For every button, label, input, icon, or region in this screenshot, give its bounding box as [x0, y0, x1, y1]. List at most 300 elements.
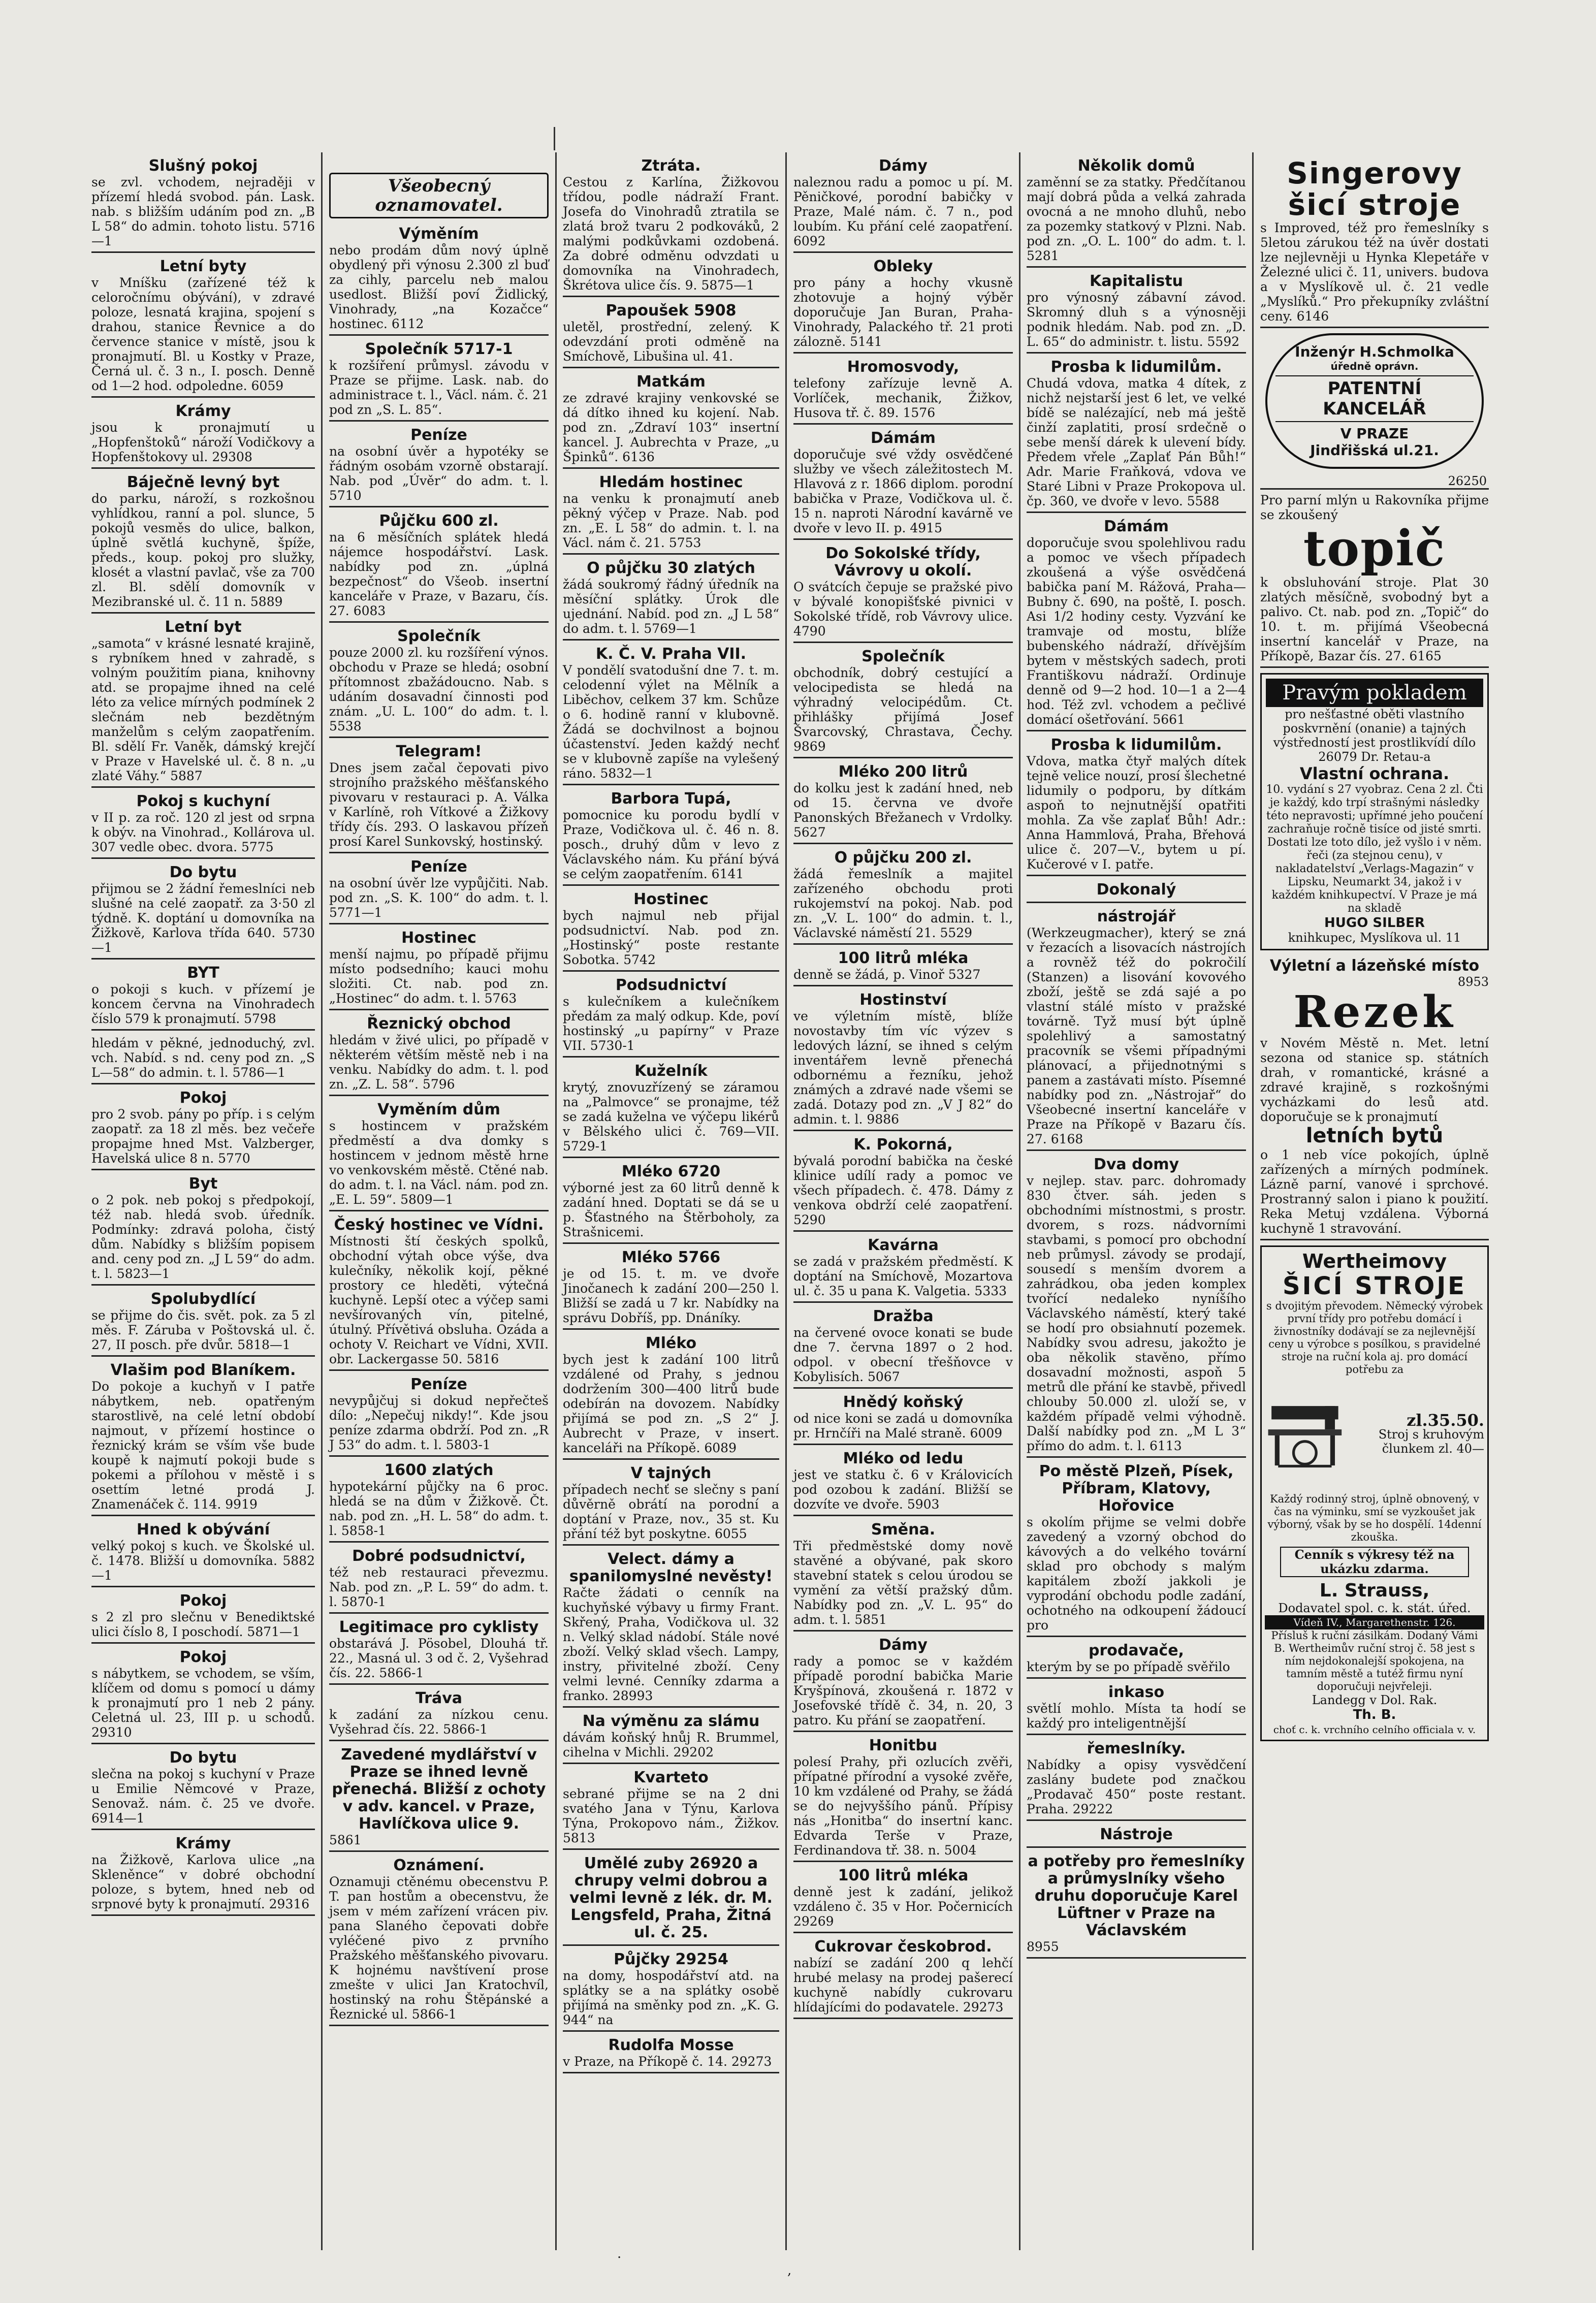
- classified-ad: [91, 1649, 315, 1744]
- ad-text: o pokoji s kuch. v přízemí je koncem června na Vinohradech číslo 579 k pronajmutí. 5798: [91, 982, 315, 1026]
- ad-title: Letní byt: [165, 618, 242, 636]
- ad-title: Hromosvody,: [847, 358, 960, 376]
- ad-text: pro výnosný zábavní závod. Skromný dluh s a výnosněji podnik hledám. Nab. pod zn. „D. L. 65“ do administr. t. listu. 5592: [1027, 290, 1246, 349]
- classified-ad: [793, 849, 1013, 945]
- ad-text: jsou k pronajmutí u „Hopfenštoků“ nároží Vodičkovy a Hopfenštokovy ul. 29308: [91, 420, 315, 464]
- classified-ad: [563, 1951, 779, 2032]
- ad-title: Krámy: [175, 1835, 231, 1852]
- wertheim-title2: ŠICÍ STROJE: [1283, 1272, 1466, 1300]
- wertheim-title1: Wertheimovy: [1302, 1250, 1447, 1272]
- classified-ad: [563, 302, 779, 368]
- ad-title: Dámy: [879, 157, 928, 175]
- ad-title: 1600 zlatých: [384, 1461, 494, 1479]
- singer-text: s Improved, též pro řemeslníky s 5letou zárukou též na úvěr dostati lze nejlevněji u Hynka Klepetáře v Železné ulici č. 11, univers. budova a v Myslíkově ul. č. 21 vedle „Myslíků.“ Pro překupníky zvláštní ceny. 6146: [1260, 220, 1489, 324]
- classified-ad: [91, 1090, 315, 1170]
- ad-text: rady a pomoc se v každém případě porodní babička Marie Kryšpínová, zkoušená r. 1872 v Josefovské třídě č. 34, n. 20, 3 patro. Ku přání se zaopatření.: [793, 1654, 1013, 1728]
- classified-ad: [91, 1835, 315, 1916]
- classified-ad: [1027, 1156, 1246, 1458]
- ad-text: polesí Prahy, při ozlucích zvěři, přípatné přírodní a vysoké zvěře, 10 km vzdálené od Prahy, se žádá se do nejvyššího pánů. Přípisy nás „Honitba“ do insertní kanc. Edvarda Terše v Praze, Ferdinandova tř. 38. n. 5004: [793, 1754, 1013, 1858]
- ad-title: Mléko 200 litrů: [838, 763, 968, 781]
- ad-title: řemeslníky.: [1087, 1740, 1186, 1757]
- classified-ad: [329, 1548, 549, 1614]
- ad-title: Prosba k lidumilům.: [1050, 736, 1222, 754]
- ad-text: případech nechť se slečny s paní důvěrně obrátí na porodní a doptání v Praze, nov., 35 st. Ku přání též byt poskytne. 6055: [563, 1482, 779, 1541]
- ad-title: Mléko 5766: [621, 1249, 721, 1266]
- ad-title: O půjčku 200 zl.: [834, 849, 972, 867]
- ad-text: s kulečníkem a kulečníkem předám za malý odkup. Kde, poví hostinský „u papírny“ v Praze VII. 5730-1: [563, 994, 779, 1053]
- classified-ad: [563, 1465, 779, 1546]
- ad-title: Byt: [188, 1175, 218, 1193]
- classified-ad: [1027, 1642, 1246, 1679]
- rezek-sub: letních bytů: [1305, 1124, 1444, 1147]
- wertheim-firm: L. Strauss,: [1319, 1580, 1430, 1601]
- ad-title: V tajných: [630, 1464, 712, 1482]
- ad-title: Rudolfa Mosse: [608, 2036, 734, 2054]
- ad-text: od nice koni se zadá u domovníka pr. Hrnčíři na Malé straně. 6009: [793, 1411, 1013, 1441]
- ad-title: Do bytu: [169, 863, 237, 881]
- ad-title: Hnědý koňský: [843, 1393, 964, 1411]
- ad-title: Dámám: [871, 429, 936, 447]
- ad-text: obstarává J. Pösobel, Dlouhá tř. 22., Masná ul. 3 od č. 2, Vyšehrad čís. 22. 5866-1: [329, 1636, 549, 1680]
- ad-title: Peníze: [410, 858, 467, 876]
- ad-text: naleznou radu a pomoc u pí. M. Pěničkové, porodní babičky v Praze, Malé nám. č. 7 n., pod loubím. Ku přání celé zaopatření. 6092: [793, 175, 1013, 248]
- classified-ad: [329, 743, 549, 853]
- ad-text: slečna na pokoj s kuchyní v Praze u Emilie Němcové v Praze, Senovaž. nám. č. 25 ve dvoře. 6914—1: [91, 1767, 315, 1826]
- classified-ad: [793, 950, 1013, 986]
- ad-text: jest ve statku č. 6 v Královicích pod ozobou k zadání. Bližší se dozvíte ve dvoře. 5903: [793, 1467, 1013, 1512]
- ad-title: Krámy: [175, 402, 231, 420]
- classified-ad: [563, 2037, 779, 2073]
- ad-text: Račte žádati o cenník na kuchyňské výbavy u firmy Frant. Skřený, Praha, Vodičkova ul. 32 n. Velký sklad nádobí. Stále nové zboží. Velký sklad všech. Lampy, instry, přivitelné zboží. Ceny velmi levné. Cenníky zdarma a franko. 28993: [563, 1585, 779, 1703]
- treasure-text: pro nešťastné oběti vlastního poskvrnění (onanie) a tajných výstředností jest prostlikvídí dílo 26079 Dr. Retau-a: [1273, 707, 1476, 764]
- classified-ad: [91, 1175, 315, 1286]
- ad-text: Cestou z Karlína, Žižkovou třídou, podle nádraží Frant. Josefa do Vinohradů ztratila se zlatá brož tvaru 2 podkováků, 2 malými podkůvkami ozdobená. Za dobré odměnu odvzdati u domovníka na Vinohradech, Škrétova ulice čís. 9. 5875—1: [563, 175, 779, 293]
- classified-ad: [329, 1217, 549, 1371]
- ad-title: 100 litrů mléka: [838, 1867, 969, 1884]
- classified-ad: [91, 258, 315, 398]
- ad-title: Papoušek 5908: [605, 302, 737, 319]
- ad-text: s hostincem v pražském předměstí a dva domky s hostincem v jednom městě hrne vo venkovském městě. Ctěné nab. do adm. t. l. na Václ. nám. pod zn. „E. L. 59“. 5809—1: [329, 1118, 549, 1207]
- wertheim-price: zl.35.50.: [1407, 1411, 1484, 1430]
- classified-ad: [563, 977, 779, 1058]
- ad-title: Slušný pokoj: [148, 157, 258, 175]
- ad-title: Umělé zuby 26920 a chrupy velmi dobrou a velmi levně z lék. dr. M. Lengsfeld, Praha, Žitná ul. č. 25.: [569, 1854, 773, 1941]
- ad-title: Řeznický obchod: [367, 1015, 511, 1033]
- classified-ad: [563, 646, 779, 785]
- stray-mark: ·: [617, 2250, 622, 2265]
- ad-text: pro pány a hochy vkusně zhotovuje a hojný výběr doporučuje Jan Buran, Praha-Vinohrady, Palackého tř. 21 proti zálozně. 5141: [793, 275, 1013, 349]
- classified-ad: [563, 560, 779, 641]
- ad-text: velký pokoj s kuch. ve Školské ul. č. 1478. Bližší u domovníka. 5882—1: [91, 1539, 315, 1583]
- ad-text: na domy, hospodářství atd. na splátky se a na splátky osobě přijímá na směnky pod zn. „K. G. 944“ na: [563, 1968, 779, 2027]
- ad-title: Obleky: [873, 258, 933, 275]
- classified-ad: [563, 474, 779, 555]
- treasure-dealer2: knihkupec, Myslíkova ul. 11: [1288, 931, 1461, 945]
- classified-ad: [793, 1237, 1013, 1303]
- ad-text: Nabídky a opisy vysvědčení zaslány budete pod značkou „Prodavač 450“ poste restant. Praha. 29222: [1027, 1757, 1246, 1816]
- ad-title: Letní byty: [159, 258, 247, 275]
- ad-title: Barbora Tupá,: [611, 790, 731, 808]
- classified-ad: [563, 1855, 779, 1946]
- ad-title: Pokoj: [179, 1648, 227, 1666]
- ad-text: na venku k pronajmutí aneb pěkný výčep v Praze. Nab. pod zn. „E. L 58“ do admin. t. l. na Václ. nám č. 21. 5753: [563, 491, 779, 550]
- ad-text: hypotekární půjčky na 6 proc. hledá se na dům v Žižkově. Čt. nab. pod zn. „H. L. 58“ do adm. t. l. 5858-1: [329, 1479, 549, 1538]
- classified-ad: [1027, 157, 1246, 268]
- ad-text: ze zdravé krajiny venkovské se dá dítko ihned ku kojení. Nab. pod zn. „Zdraví 103“ insertní kancel. J. Aubrechta v Praze, „u Špinků“. 6136: [563, 391, 779, 464]
- classified-ad: [91, 403, 315, 469]
- classified-ad: [91, 793, 315, 859]
- rezek-ad: [1260, 957, 1489, 1240]
- classified-ad: [329, 1857, 549, 2026]
- classified-ad: [1027, 1463, 1246, 1637]
- ad-text: se zvl. vchodem, nejraději v přízemí hledá svobod. pán. Lask. nab. s bližším udáním pod zn. „B L 58“ do admin. tohoto listu. 5716—1: [91, 175, 315, 248]
- ad-text: uletěl, prostřední, zelený. K odevzdání proti odměně na Smíchově, Libušina ul. 41.: [563, 319, 779, 364]
- top-tick: [554, 127, 555, 150]
- classified-ad: [329, 1746, 549, 1852]
- stray-mark: ,: [787, 2263, 792, 2278]
- classified-ad: [91, 965, 315, 1031]
- rezek-word: Rezek: [1293, 986, 1456, 1038]
- ad-title: Vyměním dům: [377, 1101, 500, 1118]
- ad-title: Zavedené mydlářství v Praze se ihned levně přenechá. Bližší z ochoty v adv. kancel. v Praze, Havlíčkova ulice 9.: [332, 1746, 546, 1833]
- singer-ad: [1260, 157, 1489, 328]
- classified-ad: [563, 1769, 779, 1850]
- classified-ad: [563, 373, 779, 469]
- classified-ad: [563, 1063, 779, 1158]
- ad-title: Hledám hostinec: [599, 473, 743, 491]
- ad-text: v Mníšku (zařízené též k celoročnímu obývání), v zdravé poloze, lesnatá krajina, spojení s drahou, stanice Řevnice a do července stanice v místě, jsou k pronajmutí. Bl. u Kostky v Praze, Černá ul. č. 3 n., I. posch. Denně od 1—2 hod. odpoledne. 6059: [91, 275, 315, 393]
- wertheim-text2: Přísluš k ruční zásilkám. Dodaný Vámi B. Wertheimův ruční stroj č. 58 jest s ním nejdokonalejší spokojena, na tamním městě a tutéž firmu nyní doporučuji nejvřeleji.: [1271, 1629, 1478, 1692]
- ad-title: Hostinec: [633, 890, 709, 908]
- classified-ad: [91, 1592, 315, 1644]
- ad-text: se přijme do čis. svět. pok. za 5 zl měs. F. Záruba v Poštovská ul. č. 27, II posch. pře dvůr. 5818—1: [91, 1308, 315, 1352]
- classified-ad: [793, 1867, 1013, 1933]
- ad-text: přijmou se 2 žádní řemeslníci neb slušné na celé zaopatř. za 3·50 zl týdně. K. doptání u domovníka na Žižkově, Karlova třída 640. 5730—1: [91, 881, 315, 955]
- wertheim-sign3: choť c. k. vrchního celního officiala v. v.: [1273, 1723, 1476, 1736]
- topic-text: k obsluhování stroje. Plat 30 zlatých měsíčně, svobodný byt a palivo. Ct. nab. pod zn. „Topič“ do 10. t. m. přijímá Všeobecná insertní kancelář v Praze, na Příkopě, Bazar čís. 27. 6165: [1260, 575, 1489, 663]
- classified-ad: [329, 226, 549, 336]
- topic-ad: [1260, 488, 1489, 668]
- classified-ad: [91, 1749, 315, 1830]
- sewing-machine-illustration: [1265, 1381, 1345, 1488]
- stamp-line2: úředně oprávn.: [1330, 360, 1419, 372]
- ad-title: Peníze: [410, 1376, 467, 1393]
- ad-text: do parku, nároží, s rozkošnou vyhlídkou, ranní a pol. slunce, 5 pokojů vesměs do ulice, balkon, úplně světlá kuchyně, špíže, předs., koup. pokoj pro služky, klosét a vlastní pavlač, vše za 700 zl. Bl. sdělí domovník v Mezibranské ul. č. 11 n. 5889: [91, 491, 315, 609]
- ad-text: o 2 pok. neb pokoj s předpokojí, též nab. hledá svob. úředník. Podmínky: zdravá poloha, čistý dům. Nabídky s bližším popisem and. ceny pod zn. „J L 59“ do adm. t. l. 5823—1: [91, 1193, 315, 1281]
- ad-title: Společník 5717-1: [365, 340, 513, 358]
- classified-ad: [1027, 1740, 1246, 1821]
- ad-text: na osobní úvěr a hypotéky se řádným osobám vzorně obstarají. Nab. pod „Úvěr“ do adm. t. l. 5710: [329, 444, 549, 503]
- ad-title: Po městě Plzeň, Písek, Příbram, Klatovy, Hořovice: [1039, 1462, 1234, 1515]
- classified-ad: [1027, 737, 1246, 876]
- classified-ad: [563, 891, 779, 972]
- classified-ad: [563, 157, 779, 297]
- classified-ad: [1027, 908, 1246, 1151]
- classified-ad: [329, 1015, 549, 1096]
- classified-ad: [91, 1521, 315, 1587]
- column-rule: [1252, 152, 1254, 2250]
- ad-title: Do bytu: [169, 1749, 237, 1767]
- column-5: [1022, 157, 1251, 2250]
- ad-title: prodavače,: [1089, 1642, 1184, 1659]
- ad-text: (Werkzeugmacher), který se zná v řezacích a lisovacích nástrojích a rovněž též do pokročilí (Stanzen) a lisování kovového zboží, ještě se zdá sajé a po vlastní stálé místo v pražské továrně. Tyž musí být úplně spolehlivý a samostatný pracovník se všemi případnými plánovací, a přijednotnými s panem a zastávati místo. Písemné nabídky pod zn. „Nástrojař“ do Všeobecné insertní kanceláře v Praze na Příkopě v Bazaru čís. 27. 6168: [1027, 925, 1246, 1146]
- classified-ad: [563, 1713, 779, 1764]
- classified-ad: [793, 1136, 1013, 1232]
- ad-text: nevypůjčuj si dokud nepřečteš dílo: „Nepečuj nikdy!“. Kde jsou peníze zdarma obdrží. Pod zn. „R J 53“ do adm. t. l. 5803-1: [329, 1393, 549, 1452]
- ad-text: 5861: [329, 1833, 362, 1847]
- column-rule: [321, 152, 323, 2250]
- classified-ad: [91, 474, 315, 614]
- ad-title: Nástroje: [1100, 1826, 1173, 1843]
- classified-ad: [793, 545, 1013, 643]
- wertheim-text: s dvojitým převodem. Německý výrobek první třídy pro potřebu domácí i živnostníky dodávají se za nejlevnější ceny u výrobce s posílkou, s pravidelné stroje na ruční kola aj. pro domácí potřebu za: [1266, 1300, 1483, 1376]
- column-rule: [555, 152, 557, 2250]
- ad-title: Vlašim pod Blaníkem.: [110, 1361, 296, 1379]
- ad-title: Český hostinec ve Vídni.: [334, 1216, 544, 1234]
- ad-text: nebo prodám dům nový úplně obydlený při výnosu 2.300 zl buď za cihly, parcelu neb malou usedlost. Bližší poví Židlický, Vinohrady, „na Kozačce“ hostinec. 6112: [329, 243, 549, 331]
- classified-ad: [793, 258, 1013, 354]
- ad-title: Na výměnu za slámu: [582, 1712, 760, 1730]
- classified-ad: [793, 1521, 1013, 1632]
- classified-ad: [1027, 881, 1246, 903]
- wertheim-ad: [1260, 1245, 1489, 1741]
- ad-title: Hned k obývání: [136, 1521, 270, 1539]
- ad-title: Mléko 6720: [621, 1163, 721, 1180]
- classified-ad: [563, 1335, 779, 1460]
- ad-text: V pondělí svatodušní dne 7. t. m. celodenní výlet na Mělník a Liběchov, celkem 37 km. Schůze o 6. hodině ranní v klubovně. Žádá se dochvilnost a bojnou účastenství. Jeden každý nechť se v klubovně zapíše na vylešený ráno. 5832—1: [563, 663, 779, 781]
- ad-title: Podsudnictví: [615, 976, 727, 994]
- ad-title: Pokoj s kuchyní: [136, 792, 270, 810]
- ad-text: ve výletním místě, blíže novostavby tím víc výzev s ledových lázní, se ihned s celým inventářem levně přenechá odbornému a řezníku, jehož známých a zdravé nade všemi se zadá. Dotazy pod zn. „V J 82“ do admin. t. l. 9886: [793, 1009, 1013, 1127]
- classified-ad: [91, 864, 315, 959]
- ad-text: na 6 měsíčních splátek hledá nájemce hospodářství. Lask. nabídky pod zn. „úplná bezpečnost“ do Všeob. insertní kanceláře v Praze, v Bazaru, čís. 27. 6083: [329, 530, 549, 618]
- classified-ad: [793, 1737, 1013, 1862]
- ad-text: O svátcích čepuje se pražské pivo v bývalé konopišťské pivnici v Sokolské třídě, rob Vávrovy ulice. 4790: [793, 580, 1013, 638]
- rezek-pre: Výletní a lázeňské místo: [1269, 957, 1480, 975]
- ad-text: k rozšíření průmysl. závodu v Praze se přijme. Lask. nab. do administrace t. l., Václ. nám. č. 21 pod zn „S. L. 85“.: [329, 358, 549, 417]
- ad-text: Tři předměstské domy nově stavěné a obývané, pak skoro stavební statek s celou úrodou se vymění za větší pražský dům. Nabídky pod zn. „V. L. 95“ do adm. t. l. 5851: [793, 1539, 1013, 1627]
- ad-title: Hostinec: [401, 929, 476, 947]
- ad-title: Legitimace pro cyklisty: [339, 1618, 539, 1636]
- treasure-title: Pravým pokladem: [1266, 679, 1483, 707]
- rezek-text: v Novém Městě n. Met. letní sezona od stanice sp. státních drah, v romantické, krásné a zdravé krajině, s rozkošnými vycházkami do lesů atd. doporučuje se k pronajmutí: [1260, 1036, 1489, 1124]
- ad-title: Peníze: [410, 426, 467, 444]
- wertheim-cennik: Cenník s výkresy též na ukázku zdarma.: [1280, 1547, 1469, 1577]
- patent-office-stamp: [1265, 333, 1484, 469]
- ad-title: Mléko: [645, 1334, 697, 1352]
- treasure-ad: [1260, 673, 1489, 950]
- ad-title: Kuželník: [634, 1062, 708, 1080]
- stamp-line5: Jindřišská ul.21.: [1310, 442, 1439, 459]
- treasure-dealer: HUGO SILBER: [1324, 915, 1425, 931]
- ad-title: Prosba k lidumilům.: [1050, 358, 1222, 376]
- ad-title: Spolubydlící: [150, 1290, 256, 1308]
- ad-title: a potřeby pro řemeslníky a průmyslníky všeho druhu doporučuje Karel Lüftner v Praze na Václavském: [1028, 1852, 1245, 1939]
- wertheim-sub: Každý rodinný stroj, úplně obnovený, v čas na výminku, smí se vyzkoušet jak výborný, však by se ho dospělí. 14denní zkouška.: [1267, 1493, 1482, 1543]
- ad-title: Oznámení.: [393, 1857, 485, 1874]
- classified-ad: [793, 991, 1013, 1131]
- ad-title: Hostinství: [859, 991, 947, 1009]
- classified-ad: [329, 513, 549, 623]
- ad-text: v Praze, na Příkopě č. 14. 29273: [563, 2054, 772, 2069]
- ad-title: Telegram!: [396, 743, 482, 760]
- classified-ad: [329, 1619, 549, 1685]
- ad-text: s 2 zl pro slečnu v Benediktské ulici číslo 8, I poschodí. 5871—1: [91, 1610, 315, 1639]
- classified-ad: [793, 1938, 1013, 2019]
- ad-text: doporučuje svou spolehlivou radu a pomoc ve všech případech zkoušená a výše osvědčená babička paní M. Rážová, Praha—Bubny č. 690, na poště, I. posch. Asi 1/2 hodiny cesty. Vyzvání ke tramvaje od mostu, blíže bubenského nádraží, dřívějším bytem v městských sadech, proti Františkovu nádraží. Ordinuje denně od 9—2 hod. 10—1 a 2—4 hod. Též zvl. vchodem a pečlivé domácí ošetřování. 5661: [1027, 535, 1246, 727]
- classified-ad: [793, 1308, 1013, 1389]
- singer-subtitle: šicí stroje: [1288, 187, 1461, 222]
- ad-text: světlí mohlo. Místa ta hodí se každý pro inteligentnější: [1027, 1701, 1246, 1731]
- masthead-line2: oznamovatel.: [375, 195, 503, 215]
- column-rule: [785, 152, 787, 2250]
- classified-ad: [793, 430, 1013, 540]
- ad-text: Chudá vdova, matka 4 dítek, z nichž nejstarší jest 6 let, ve velké bídě se nalézající, neb má ještě činží zaplatiti, prosí srdečně o sebe menší dárek k ulevení bídy. Předem vřele „Zaplať Pán Bůh!“ Adr. Marie Fraňková, vdova ve Staré Libni v Praze Prokopova ul. čp. 360, ve dvoře v levo. 5588: [1027, 376, 1246, 508]
- classified-ad: [1027, 359, 1246, 513]
- column-rule: [1019, 152, 1020, 2250]
- classified-ad: [1027, 1684, 1246, 1735]
- ad-title: inkaso: [1108, 1683, 1165, 1701]
- classified-ad: [563, 790, 779, 886]
- ad-text: denně se žádá, p. Vinoř 5327: [793, 967, 981, 982]
- ad-title: Tráva: [415, 1689, 462, 1707]
- ad-text: v II p. za roč. 120 zl jest od srpna k obýv. na Vinohrad., Kollárova ul. 307 vedle obec. dvora. 5775: [91, 810, 315, 854]
- ad-text: pomocnice ku porodu bydlí v Praze, Vodičkova ul. č. 46 n. 8. posch., druhý dům v levo z Václavského nám. Ku přání bývá se celým zaopatřením. 6141: [563, 808, 779, 881]
- ad-text: Do pokoje a kuchyň v I patře nábytkem, neb. opatřeným starostlivě, na celé letní období najmout, v přízemí hostince o řeznický krám se vším vše bude koupě k najmutí pokoji bude s pokemi a přílohou v městě i s osettím letné prodá J. Znamenáček č. 114. 9919: [91, 1379, 315, 1512]
- ad-text: žádá soukromý řádný úředník na měsíční splátky. Úrok dle ujednání. Nabíd. pod zn. „J L 58“ do adm. t. l. 5769—1: [563, 577, 779, 636]
- classified-ad: [91, 157, 315, 253]
- ad-text: krytý, znovuzřízený se záramou na „Palmovce“ se pronajme, též se zadá kuželna ve výčepu likérů v Bělského ulici č. 769—VII. 5729-1: [563, 1080, 779, 1154]
- ad-title: Půjčky 29254: [614, 1950, 728, 1968]
- classified-ad: [91, 1036, 315, 1084]
- classified-ad: [793, 157, 1013, 253]
- column-4: [788, 157, 1018, 2250]
- ad-title: K. Č. V. Praha VII.: [595, 645, 747, 663]
- ad-title: nástrojář: [1097, 908, 1176, 925]
- ad-title: Půjčku 600 zl.: [379, 512, 499, 530]
- ad-text: bývalá porodní babička na české klinice udílí rady a pomoc ve všech případech. č. 478. Dámy z venkova obdrží celé zaopatření. 5290: [793, 1154, 1013, 1227]
- wertheim-sign2: Th. B.: [1353, 1707, 1396, 1722]
- ad-text: telefony zařízuje levně A. Vorlíček, mechanik, Žižkov, Husova tř. č. 89. 1576: [793, 376, 1013, 420]
- ad-text: na osobní úvěr lze vypůjčiti. Nab. pod zn. „S. K. 100“ do adm. t. l. 5771—1: [329, 876, 549, 920]
- ad-title: Matkám: [636, 373, 706, 391]
- ad-title: Dva domy: [1093, 1156, 1179, 1173]
- classified-ad: [1027, 1826, 1246, 1848]
- classified-ad: [329, 1462, 549, 1543]
- ad-text: kterým by se po případě svěřilo: [1027, 1659, 1230, 1674]
- ad-title: 100 litrů mléka: [838, 949, 969, 967]
- classified-ad: [563, 1551, 779, 1708]
- ad-text: 8955: [1027, 1939, 1059, 1954]
- column-3: [558, 157, 784, 2250]
- rezek-num: 8953: [1457, 975, 1489, 989]
- ad-title: Směna.: [871, 1521, 936, 1539]
- classified-ad: [329, 1376, 549, 1457]
- singer-title: Singerovy: [1287, 157, 1462, 190]
- ad-text: zaměnní se za statky. Předčítanou mají dobrá půda a velká zahrada ovocná a ne mnoho dluhů, nebo za pozemky statkový v Plzni. Nab. pod zn. „O. L. 100“ do adm. t. l. 5281: [1027, 175, 1246, 263]
- classified-ad: [329, 858, 549, 924]
- wertheim-address: Vídeň IV., Margarethenstr. 126.: [1265, 1615, 1484, 1629]
- ad-text: na Žižkově, Karlova ulice „na Skleněnce“ v dobré obchodní poloze, s bytem, hned neb od srpnové byty k pronajmutí. 29316: [91, 1852, 315, 1911]
- classified-ad: [329, 341, 549, 422]
- ad-text: dávám koňský hnůj R. Brummel, cihelna v Michli. 29202: [563, 1730, 779, 1760]
- ad-text: bych najmul neb přijal podsudnictví. Nab. pod zn. „Hostinský“ poste restante Sobotka. 5742: [563, 908, 779, 967]
- ad-title: BYT: [187, 964, 219, 982]
- stamp-code: 26250: [1448, 474, 1487, 488]
- ad-text: žádá řemeslník a majitel zařízeného obchodu proti rukojemství na pokoj. Nab. pod zn. „V. L. 100“ do admin. t. l., Václavské náměstí 21. 5529: [793, 867, 1013, 940]
- ad-text: hledám v živé ulici, po případě v některém větším městě neb i na venku. Nabídky do adm. t. l. pod zn. „Z. L. 58“. 5796: [329, 1033, 549, 1092]
- stamp-line1: Inženýr H.Schmolka: [1295, 343, 1454, 360]
- ad-title: Velect. dámy a spanilomyslné nevěsty!: [569, 1550, 773, 1585]
- classified-ad: [329, 1690, 549, 1741]
- ad-text: je od 15. t. m. ve dvoře Jinočanech k zadání 200—250 l. Bližší se zadá u 7 kr. Nabídky na správu Dobříš, pp. Dnáníky.: [563, 1266, 779, 1325]
- ad-text: pro 2 svob. pány po příp. i s celým zaopatř. za 18 zl měs. bez večeře propajme hned Mst. Valzberger, Havelská ulice 8 n. 5770: [91, 1107, 315, 1166]
- ad-title: Dámám: [1104, 518, 1169, 535]
- classified-ad: [793, 648, 1013, 758]
- ad-title: Několik domů: [1077, 157, 1195, 175]
- treasure-text2: 10. vydání s 27 vyobraz. Cena 2 zl. Čti je každý, kdo trpí strašnými následky této nepravosti; upřímné jeho poučení zachraňuje ročně tisíce od jisté smrti. Dostati lze toto dílo, jež vyšlo i v něm. řeči (za stejnou cenu), v nakladatelství „Verlags-Magazin“ v Lipsku, Neumarkt 34, jakož i v každém knihkupectví. V Praze je má na skladě: [1266, 783, 1483, 915]
- ad-text: obchodník, dobrý cestující a velocipedista se hledá na výhradný velocipédům. Ct. přihlášky přijímá Josef Švarcovský, Chrastava, Čechy. 9869: [793, 665, 1013, 754]
- ad-title: Společník: [397, 627, 481, 645]
- wertheim-stroje: Stroj s kruhovým člunkem zl. 40—: [1378, 1427, 1484, 1456]
- treasure-sub: Vlastní ochrana.: [1299, 764, 1450, 783]
- ad-title: Kavárna: [868, 1236, 939, 1254]
- ad-text: bych jest k zadání 100 litrů vzdálené od Prahy, s jednou dodržením 300—400 litrů bude odebírán na dovozem. Nabídky přijímá se pod zn. „S 2“ J. Aubrecht v Praze, v insert. kanceláři na Příkopě. 6089: [563, 1352, 779, 1455]
- wertheim-sign: Landegg v Dol. Rak.: [1312, 1693, 1438, 1707]
- ad-text: doporučuje své vždy osvědčené služby ve všech záležitostech M. Hlavová z r. 1866 diplom. porodní babička v Praze, Vodičkova ul. č. 15 n. naproti Národní kavárně ve dvoře v levo II. p. 4915: [793, 447, 1013, 535]
- ad-text: Oznamuji ctěnému obecenstvu P. T. pan hostům a obecenstvu, že jsem v mém zařízení vrácen piv. pana Slaného čepovati dobře vyléčené pivo z prvního Pražského měšťanského pivovaru. K hojnému navštívení prose zmešte v ulici Jan Kratochvíl, hostinský na rohu Štěpánské a Řeznické ul. 5866-1: [329, 1874, 549, 2022]
- ad-text: „samota“ v krásné lesnaté krajině, s rybníkem hned v zahradě, s volným použitím piana, knihovny atd. se propajme ihned na celé léto za velice mírných podmínek 2 slečnám neb bezdětným manželům s celým zaopatřením. Bl. sdělí Fr. Vaněk, dámský krejčí v Praze v Havelské ul. č. 8 n. „u zlaté Váhy.“ 5887: [91, 636, 315, 783]
- ad-title: Společník: [861, 648, 945, 665]
- rezek-text2: o 1 neb více pokojích, úplně zařízených a mírných podmínek. Lázně parní, vanové i sprchové. Prostranný salon i piano k použití. Reka Metuj vzdálena. Výborná kuchyně 1 stravování.: [1260, 1147, 1489, 1236]
- stamp-line4: V PRAZE: [1340, 425, 1409, 442]
- ad-text: menší najmu, po případě přijmu místo podsedního; kauci mohu složiti. Ct. nab. pod zn. „Hostinec“ do adm. t. l. 5763: [329, 947, 549, 1006]
- ad-text: Místnosti ští českých spolků, obchodní výtah obce výše, dva kulečníky, několik kojí, pěkné prostory ce hleděti, výtečná kuchyně. Lepší otec a výčep sami nevšírovaných vín, pitelné, útulný. Přívětivá obsluha. Ozáda a ochoty V. Reichart ve Vídni, XVII. obr. Lackergasse 50. 5816: [329, 1234, 549, 1366]
- column-6: [1255, 157, 1494, 2250]
- ad-text: se zadá v pražském předměstí. K doptání na Smíchově, Mozartova ul. č. 35 u pana K. Valgetia. 5333: [793, 1254, 1013, 1298]
- ad-text: Vdova, matka čtyř malých dítek tejně velice nouzí, prosí šlechetné lidumily o podporu, by dítkám aspoň to nejnutnější opatřiti mohla. Za vše zaplať Bůh! Adr.: Anna Hammlová, Praha, Břehová ulice č. 207—V., bytem u pí. Kučerové v I. patře.: [1027, 754, 1246, 872]
- ad-text: hledám v pěkné, jednoduchý, zvl. vch. Nabíd. s nd. ceny pod zn. „S L—58“ do admin. t. l. 5786—1: [91, 1036, 315, 1080]
- ad-text: nabízí se zadání 200 q lehčí hrubé melasy na prodej pašerecí kuchyně nabídly cukrovaru hlídajícími do podavatele. 29273: [793, 1956, 1013, 2014]
- classified-ad: [563, 1163, 779, 1244]
- ad-title: Kvarteto: [633, 1769, 709, 1786]
- classified-ad: [91, 1362, 315, 1516]
- masthead-line1: Všeobecný: [388, 176, 490, 196]
- classified-ad: [91, 619, 315, 788]
- ad-text: též neb restauraci převezmu. Nab. pod zn. „P. L. 59“ do adm. t. l. 5870-1: [329, 1565, 549, 1609]
- classified-ad: [1027, 273, 1246, 354]
- column-2: [324, 157, 554, 2250]
- classified-ad: [329, 628, 549, 738]
- ad-title: Dámy: [879, 1636, 928, 1654]
- ad-text: pouze 2000 zl. ku rozšíření výnos. obchodu v Praze se hledá; osobní přítomnost zbažádoucno. Nab. s udáním dosavadní činnosti pod znám. „U. L. 100“ do adm. t. l. 5538: [329, 645, 549, 733]
- masthead-box: [329, 173, 549, 218]
- ad-title: Honitbu: [869, 1737, 938, 1754]
- ad-text: v nejlep. stav. parc. dohromady 830 čtver. sáh. jeden s obchodními místnostmi, s prostr. dvorem, s rozs. nádvorními stavbami, s pomocí pro obchodní neb průmysl. závody se prodají, sousedí s menším dvorem a zahrádkou, oba jeden komplex tvořící nedaleko nyníšího Václavského náměstí, který také se hodí pro obsiahnutí pozemek. Nabídky svou adresu, jakožto je oba několik stavěno, přímo dosavadní možnosti, aspoň 5 metrů dle přání ke stavbě, přivedl chlouby 50.000 zl. uloží se, v každém případě velmi výhodně. Další nabídky pod zn. „M L 3“ přímo do adm. t. l. 6113: [1027, 1173, 1246, 1453]
- ad-text: denně jest k zadání, jelikož vzdáleno č. 35 v Hor. Počernicích 29269: [793, 1884, 1013, 1929]
- classified-ad: [1027, 1853, 1246, 1959]
- ad-title: Pokoj: [179, 1592, 227, 1610]
- classified-ad: [329, 427, 549, 507]
- ad-text: sebrané přijme se na 2 dni svatého Jana v Týnu, Karlova Týna, Prokopovo nám., Žižkov. 5813: [563, 1786, 779, 1845]
- topic-pre: Pro parní mlýn u Rakovníka přijme se zkoušený: [1260, 493, 1489, 522]
- ad-text: na červené ovoce konati se bude dne 7. června 1897 o 2 hod. odpol. v obecní třešňovce v Kobylisích. 5067: [793, 1325, 1013, 1384]
- ad-title: Výměním: [399, 225, 479, 243]
- classified-ad: [793, 1450, 1013, 1516]
- ad-title: Mléko od ledu: [843, 1450, 964, 1467]
- stamp-line3: PATENTNÍ KANCELÁŘ: [1275, 375, 1474, 422]
- ad-text: k zadání za nízkou cenu. Vyšehrad čís. 22. 5866-1: [329, 1707, 549, 1737]
